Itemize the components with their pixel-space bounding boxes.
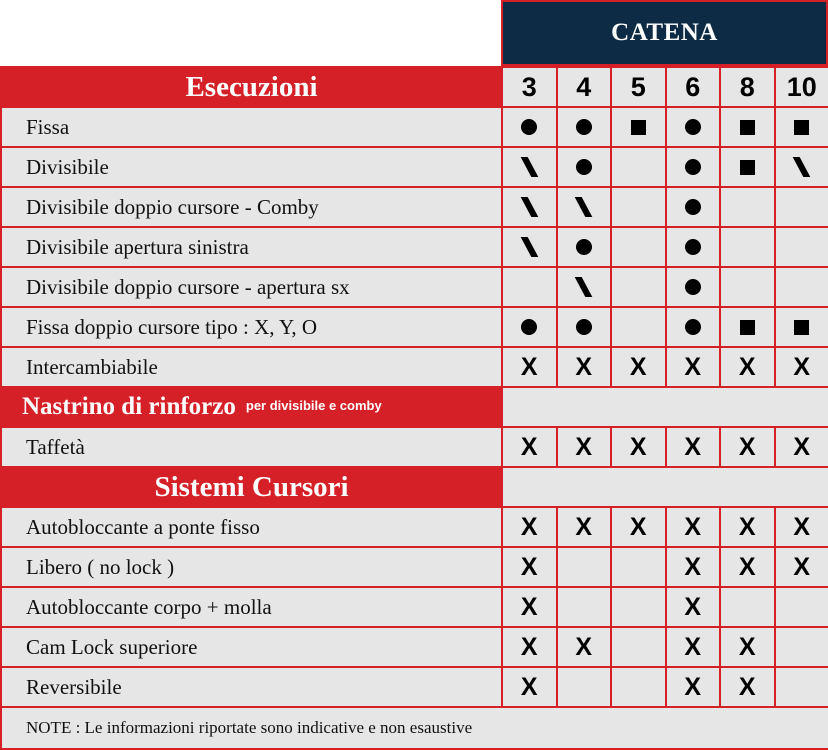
row-label: Libero ( no lock ): [1, 547, 502, 587]
table-row: [1, 507, 828, 547]
mark-cell: [666, 147, 721, 187]
mark-cell: [557, 307, 612, 347]
mark-cell: [720, 147, 775, 187]
note-row: [1, 707, 828, 749]
chain-size-header: 8: [720, 67, 775, 107]
x-mark: X: [793, 432, 811, 461]
mark-cell: [720, 627, 775, 667]
mark-cell: [775, 227, 828, 267]
dot-mark: [685, 159, 701, 175]
chain-size-header: 10: [775, 67, 828, 107]
x-mark: X: [684, 592, 702, 621]
section-header-row: [1, 467, 828, 507]
x-mark: X: [520, 512, 538, 541]
x-mark: X: [738, 512, 756, 541]
mark-cell: [611, 507, 666, 547]
catena-header: CATENA: [501, 0, 828, 66]
mark-cell: [775, 187, 828, 227]
row-label: Fissa: [1, 107, 502, 147]
mark-cell: [720, 187, 775, 227]
row-label: Divisibile apertura sinistra: [1, 227, 502, 267]
table-row: [1, 227, 828, 267]
chain-size-header: 4: [557, 67, 612, 107]
section-title-text: Esecuzioni: [185, 70, 318, 103]
mark-cell: [557, 427, 612, 467]
x-mark: X: [738, 672, 756, 701]
square-mark: [740, 160, 755, 175]
mark-cell: [611, 227, 666, 267]
row-label: Divisibile doppio cursore - apertura sx: [1, 267, 502, 307]
x-mark: X: [793, 512, 811, 541]
row-label: Intercambiabile: [1, 347, 502, 387]
mark-cell: [557, 347, 612, 387]
x-mark: X: [684, 352, 702, 381]
row-label: Cam Lock superiore: [1, 627, 502, 667]
dot-mark: [521, 119, 537, 135]
mark-cell: [557, 267, 612, 307]
table-row: [1, 587, 828, 627]
mark-cell: [502, 547, 557, 587]
section-empty-cell: [502, 467, 828, 507]
x-mark: X: [520, 352, 538, 381]
mark-cell: [666, 107, 721, 147]
mark-cell: [611, 547, 666, 587]
mark-cell: [666, 667, 721, 707]
mark-cell: [502, 147, 557, 187]
x-mark: X: [684, 632, 702, 661]
x-mark: X: [520, 632, 538, 661]
dot-mark: [576, 239, 592, 255]
dot-mark: [685, 319, 701, 335]
x-mark: X: [575, 632, 593, 661]
mark-cell: [502, 427, 557, 467]
section-title-text: Nastrino di rinforzo: [22, 393, 236, 420]
mark-cell: [720, 507, 775, 547]
mark-cell: [775, 507, 828, 547]
mark-cell: [502, 227, 557, 267]
slash-mark: [520, 157, 538, 177]
square-mark: [740, 120, 755, 135]
dot-mark: [576, 119, 592, 135]
chain-size-header: 3: [502, 67, 557, 107]
mark-cell: [775, 147, 828, 187]
mark-cell: [720, 107, 775, 147]
mark-cell: [666, 547, 721, 587]
mark-cell: [666, 307, 721, 347]
table-row: [1, 107, 828, 147]
x-mark: X: [575, 352, 593, 381]
mark-cell: [720, 427, 775, 467]
square-mark: [740, 320, 755, 335]
mark-cell: [775, 587, 828, 627]
x-mark: X: [738, 352, 756, 381]
x-mark: X: [575, 512, 593, 541]
dot-mark: [685, 119, 701, 135]
note-text: NOTE : Le informazioni riportate sono indicative e non esaustive: [1, 707, 828, 749]
mark-cell: [666, 427, 721, 467]
slash-mark: [575, 277, 593, 297]
mark-cell: [557, 227, 612, 267]
mark-cell: [502, 267, 557, 307]
row-label: Autobloccante a ponte fisso: [1, 507, 502, 547]
mark-cell: [611, 347, 666, 387]
row-label: Divisibile: [1, 147, 502, 187]
slash-mark: [575, 197, 593, 217]
mark-cell: [502, 107, 557, 147]
mark-cell: [557, 187, 612, 227]
x-mark: X: [793, 552, 811, 581]
section-title: [1, 467, 502, 507]
mark-cell: [775, 307, 828, 347]
x-mark: X: [629, 512, 647, 541]
x-mark: X: [520, 552, 538, 581]
mark-cell: [666, 187, 721, 227]
table-row: [1, 147, 828, 187]
row-label: Fissa doppio cursore tipo : X, Y, O: [1, 307, 502, 347]
mark-cell: [502, 187, 557, 227]
mark-cell: [557, 627, 612, 667]
section-empty-cell: [502, 387, 828, 427]
table-row: [1, 627, 828, 667]
mark-cell: [666, 507, 721, 547]
x-mark: X: [684, 672, 702, 701]
mark-cell: [557, 547, 612, 587]
mark-cell: [611, 307, 666, 347]
mark-cell: [666, 587, 721, 627]
mark-cell: [720, 547, 775, 587]
dot-mark: [576, 319, 592, 335]
x-mark: X: [738, 552, 756, 581]
x-mark: X: [629, 432, 647, 461]
chain-size-header: 5: [611, 67, 666, 107]
slash-mark: [793, 157, 811, 177]
mark-cell: [775, 667, 828, 707]
mark-cell: [611, 107, 666, 147]
section-title: [1, 67, 502, 107]
table-row: [1, 547, 828, 587]
x-mark: X: [738, 432, 756, 461]
section-title-text: Sistemi Cursori: [154, 470, 349, 503]
mark-cell: [720, 587, 775, 627]
row-label: Autobloccante corpo + molla: [1, 587, 502, 627]
mark-cell: [611, 187, 666, 227]
square-mark: [794, 120, 809, 135]
mark-cell: [611, 427, 666, 467]
mark-cell: [720, 227, 775, 267]
mark-cell: [611, 267, 666, 307]
mark-cell: [720, 667, 775, 707]
x-mark: X: [684, 512, 702, 541]
x-mark: X: [520, 592, 538, 621]
row-label: Reversibile: [1, 667, 502, 707]
x-mark: X: [793, 352, 811, 381]
slash-mark: [520, 237, 538, 257]
section-subtitle: per divisibile e comby: [245, 398, 382, 413]
mark-cell: [557, 107, 612, 147]
table-row: [1, 667, 828, 707]
mark-cell: [666, 627, 721, 667]
mark-cell: [611, 667, 666, 707]
mark-cell: [666, 267, 721, 307]
x-mark: X: [684, 552, 702, 581]
x-mark: X: [520, 432, 538, 461]
mark-cell: [775, 547, 828, 587]
mark-cell: [611, 587, 666, 627]
mark-cell: [720, 267, 775, 307]
x-mark: X: [629, 352, 647, 381]
table-row: [1, 427, 828, 467]
mark-cell: [666, 347, 721, 387]
x-mark: X: [684, 432, 702, 461]
dot-mark: [576, 159, 592, 175]
mark-cell: [502, 587, 557, 627]
dot-mark: [685, 239, 701, 255]
mark-cell: [557, 587, 612, 627]
mark-cell: [557, 507, 612, 547]
table-row: [1, 187, 828, 227]
table-row: [1, 267, 828, 307]
mark-cell: [502, 667, 557, 707]
slash-mark: [520, 197, 538, 217]
mark-cell: [502, 307, 557, 347]
x-mark: X: [738, 632, 756, 661]
mark-cell: [775, 347, 828, 387]
table-row: [1, 347, 828, 387]
chain-size-header: 6: [666, 67, 721, 107]
x-mark: X: [520, 672, 538, 701]
mark-cell: [775, 627, 828, 667]
section-title: [1, 387, 502, 427]
mark-cell: [775, 107, 828, 147]
dot-mark: [685, 199, 701, 215]
section-header-row: [1, 387, 828, 427]
square-mark: [631, 120, 646, 135]
mark-cell: [502, 627, 557, 667]
mark-cell: [502, 347, 557, 387]
mark-cell: [775, 267, 828, 307]
mark-cell: [720, 347, 775, 387]
mark-cell: [775, 427, 828, 467]
dot-mark: [521, 319, 537, 335]
row-label: Taffetà: [1, 427, 502, 467]
compatibility-table: [0, 66, 828, 750]
mark-cell: [611, 627, 666, 667]
section-header-row: [1, 67, 828, 107]
table-row: [1, 307, 828, 347]
mark-cell: [502, 507, 557, 547]
mark-cell: [557, 667, 612, 707]
mark-cell: [611, 147, 666, 187]
mark-cell: [557, 147, 612, 187]
dot-mark: [685, 279, 701, 295]
square-mark: [794, 320, 809, 335]
mark-cell: [720, 307, 775, 347]
row-label: Divisibile doppio cursore - Comby: [1, 187, 502, 227]
x-mark: X: [575, 432, 593, 461]
mark-cell: [666, 227, 721, 267]
